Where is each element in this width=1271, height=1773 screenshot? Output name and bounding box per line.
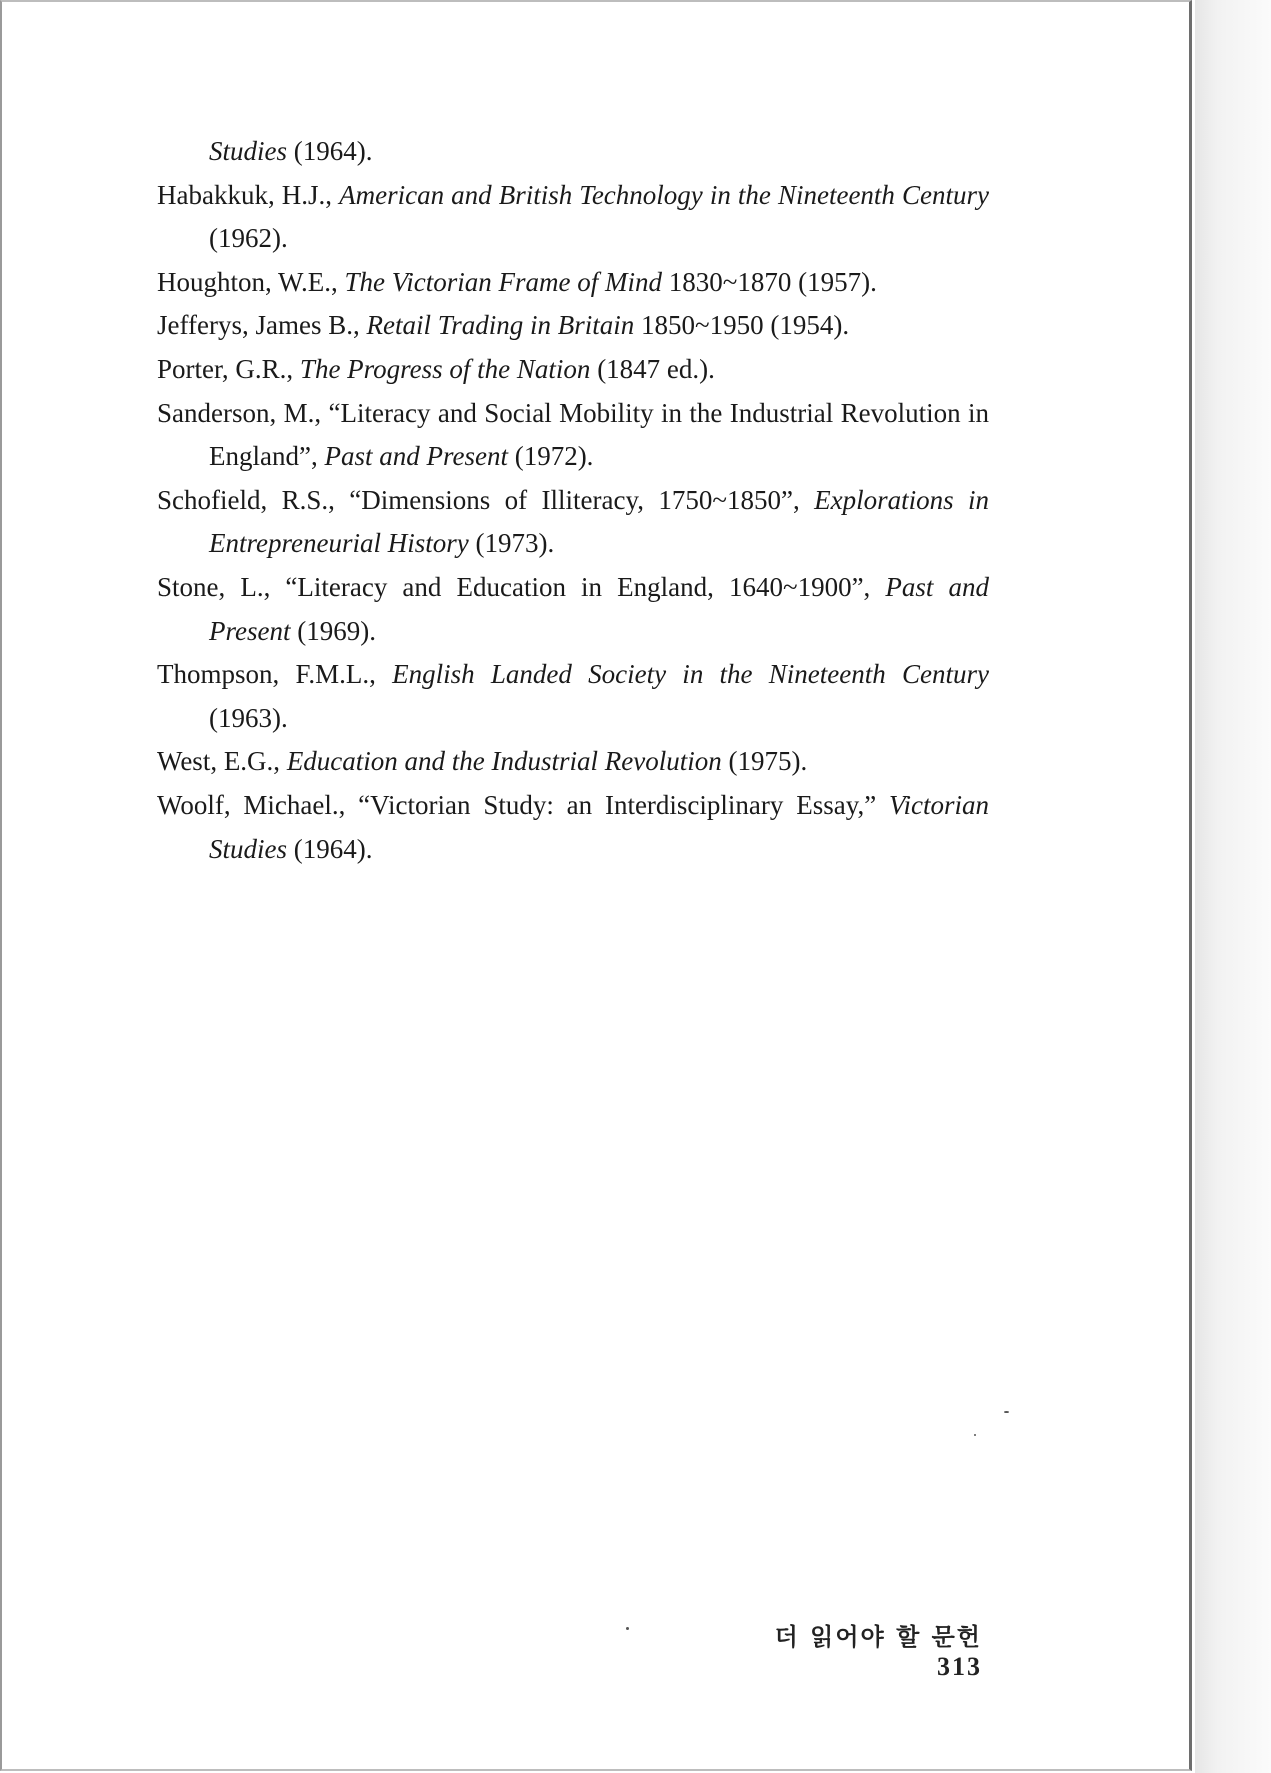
reference-title: English Landed Society in the Nineteenth Century xyxy=(392,659,989,690)
reference-title: The Progress of the Nation xyxy=(299,353,591,384)
reference-title: Explorations in Entrepreneurial History xyxy=(209,484,989,559)
reference-entry-habakkuk xyxy=(157,174,989,261)
reference-entry-west xyxy=(157,740,989,784)
reference-text: (1975). xyxy=(721,746,808,777)
reference-entry-stone xyxy=(157,566,989,653)
reference-title: Retail Trading in Britain xyxy=(366,310,635,341)
reference-title: Victorian Studies xyxy=(209,789,989,864)
reference-text: 1850~1950 (1954). xyxy=(634,310,850,341)
reference-entry-houghton xyxy=(157,261,989,305)
reference-text: Thompson, F.M.L., xyxy=(157,659,393,690)
reference-text: (1973). xyxy=(468,528,555,559)
reference-entry-thompson xyxy=(157,653,989,740)
reference-list xyxy=(157,130,989,871)
running-footer xyxy=(722,1617,982,1682)
page-number: 313 xyxy=(937,1652,982,1681)
footer-section-title: 더 읽어야 할 문헌 xyxy=(774,1623,982,1651)
reference-entry-sanderson xyxy=(157,392,989,479)
page-edge-shadow xyxy=(1195,0,1271,1773)
reference-title: American and British Technology in the Nineteenth Century xyxy=(339,179,989,210)
reference-text: Porter, G.R., xyxy=(157,353,300,384)
scan-speck xyxy=(626,1627,629,1630)
reference-text: (1963). xyxy=(209,702,288,733)
reference-text: (1964). xyxy=(287,136,373,166)
reference-text: Jefferys, James B., xyxy=(157,310,367,341)
reference-title: Education and the Industrial Revolution xyxy=(286,746,722,777)
reference-text: 1830~1870 (1957). xyxy=(661,266,877,297)
reference-text: (1847 ed.). xyxy=(590,353,715,384)
reference-title: The Victorian Frame of Mind xyxy=(344,266,662,297)
reference-text: West, E.G., xyxy=(157,746,287,777)
reference-text: Houghton, W.E., xyxy=(157,266,345,297)
reference-entry-schofield xyxy=(157,479,989,566)
reference-title: Past and Present xyxy=(209,571,989,646)
reference-entry-woolf xyxy=(157,784,989,871)
reference-text: (1964). xyxy=(287,833,373,864)
reference-text: Schofield, R.S., “Dimensions of Illiteracy, 1750~1850”, xyxy=(157,484,815,515)
reference-title: Past and Present xyxy=(324,441,508,472)
scan-speck xyxy=(1004,1411,1009,1413)
reference-text: (1969). xyxy=(290,615,376,646)
reference-text: Woolf, Michael., “Victorian Study: an Interdisciplinary Essay,” xyxy=(157,789,890,820)
scan-speck xyxy=(974,1434,976,1436)
reference-text: (1972). xyxy=(507,441,594,472)
reference-text: Stone, L., “Literacy and Education in England, 1640~1900”, xyxy=(157,571,886,602)
reference-continuation xyxy=(157,130,989,174)
reference-entry-porter xyxy=(157,348,989,392)
reference-text: Habakkuk, H.J., xyxy=(157,179,340,210)
reference-text: (1962). xyxy=(209,223,288,254)
reference-text: Sanderson, M., “Literacy and Social Mobility in the Industrial Revolution in England”, xyxy=(157,397,989,472)
reference-entry-jefferys xyxy=(157,304,989,348)
reference-title: Studies xyxy=(209,136,287,166)
